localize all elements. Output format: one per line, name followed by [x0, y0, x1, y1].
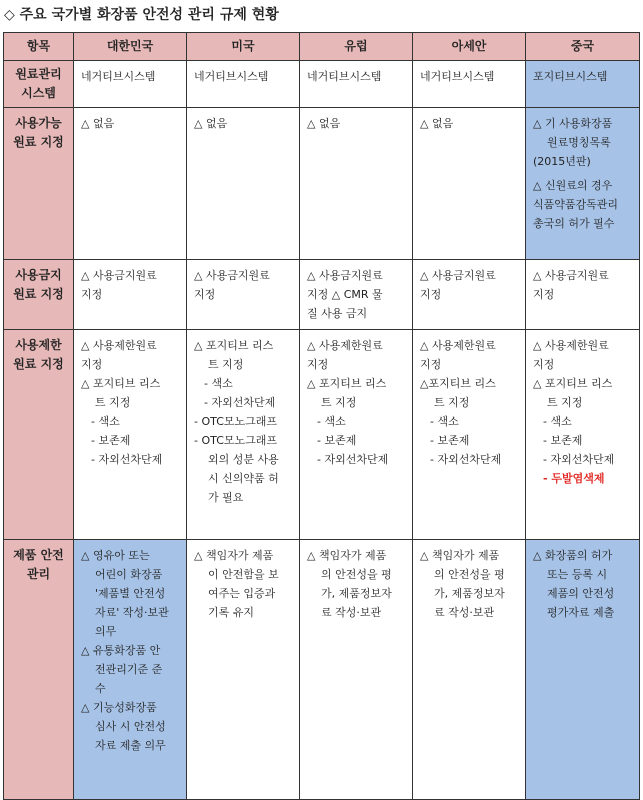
cell-safety-china: △ 화장품의 허가 또는 등록 시 제품의 안전성 평가자료 제출: [526, 540, 640, 800]
hair-dye-highlight: - 두발염색제: [543, 472, 605, 485]
cell-restricted-usa: △ 포지티브 리스 트 지정 - 색소 - 자외선차단제 - OTC모노그래프 - OTC모노그래프 외의 성분 사용 시 신의약품 허 가 필요: [187, 330, 300, 540]
header-usa: 미국: [187, 33, 300, 61]
header-china: 중국: [526, 33, 640, 61]
row-label-prohibited: 사용금지 원료 지정: [4, 260, 74, 330]
cell-prohibited-usa: △ 사용금지원료 지정: [187, 260, 300, 330]
row-safety: [4, 540, 640, 800]
cell-safety-usa: △ 책임자가 제품 이 안전함을 보 여주는 입증과 기록 유지: [187, 540, 300, 800]
cell-safety-eu: △ 책임자가 제품 의 안전성을 평 가, 제품정보자 료 작성·보관: [300, 540, 413, 800]
cell-allowed-china: △ 기 사용화장품 원료명칭목록 (2015년판) △ 신원료의 경우 식품약품감독관리 총국의 허가 필수: [526, 108, 640, 260]
cell-safety-asean: △ 책임자가 제품 의 안전성을 평 가, 제품정보자 료 작성·보관: [413, 540, 526, 800]
cell-system-korea: 네거티브시스템: [74, 61, 187, 108]
cell-restricted-asean: △ 사용제한원료 지정 △포지티브 리스 트 지정 - 색소 - 보존제 - 자외선차단제: [413, 330, 526, 540]
cell-restricted-china: △ 사용제한원료 지정 △ 포지티브 리스 트 지정 - 색소 - 보존제 - 자외선차단제 - 두발염색제: [526, 330, 640, 540]
cell-allowed-korea: △ 없음: [74, 108, 187, 260]
row-label-allowed: 사용가능 원료 지정: [4, 108, 74, 260]
cell-allowed-usa: △ 없음: [187, 108, 300, 260]
header-asean: 아세안: [413, 33, 526, 61]
header-row: [4, 33, 640, 61]
cell-system-eu: 네거티브시스템: [300, 61, 413, 108]
cell-allowed-asean: △ 없음: [413, 108, 526, 260]
row-label-restricted: 사용제한 원료 지정: [4, 330, 74, 540]
row-restricted: [4, 330, 640, 540]
row-system: [4, 61, 640, 108]
header-item: 항목: [4, 33, 74, 61]
row-prohibited: [4, 260, 640, 330]
cell-restricted-korea: △ 사용제한원료 지정 △ 포지티브 리스 트 지정 - 색소 - 보존제 - 자외선차단제: [74, 330, 187, 540]
header-korea: 대한민국: [74, 33, 187, 61]
cell-system-asean: 네거티브시스템: [413, 61, 526, 108]
cell-prohibited-eu: △ 사용금지원료 지정 △ CMR 물 질 사용 금지: [300, 260, 413, 330]
cell-allowed-eu: △ 없음: [300, 108, 413, 260]
header-eu: 유럽: [300, 33, 413, 61]
cell-system-usa: 네거티브시스템: [187, 61, 300, 108]
cell-prohibited-asean: △ 사용금지원료 지정: [413, 260, 526, 330]
cell-restricted-eu: △ 사용제한원료 지정 △ 포지티브 리스 트 지정 - 색소 - 보존제 - 자외선차단제: [300, 330, 413, 540]
row-allowed: [4, 108, 640, 260]
cell-safety-korea: △ 영유아 또는 어린이 화장품 '제품별 안전성 자료' 작성·보관 의무 △ 유통화장품 안 전관리기준 준 수 △ 기능성화장품 심사 시 안전성 자료 제출 의무: [74, 540, 187, 800]
cell-prohibited-korea: △ 사용금지원료 지정: [74, 260, 187, 330]
row-label-system: 원료관리 시스템: [4, 61, 74, 108]
row-label-safety: 제품 안전 관리: [4, 540, 74, 800]
regulation-table: [3, 32, 640, 800]
cell-prohibited-china: △ 사용금지원료 지정: [526, 260, 640, 330]
cell-system-china: 포지티브시스템: [526, 61, 640, 108]
page-title: ◇ 주요 국가별 화장품 안전성 관리 규제 현황: [4, 7, 279, 23]
